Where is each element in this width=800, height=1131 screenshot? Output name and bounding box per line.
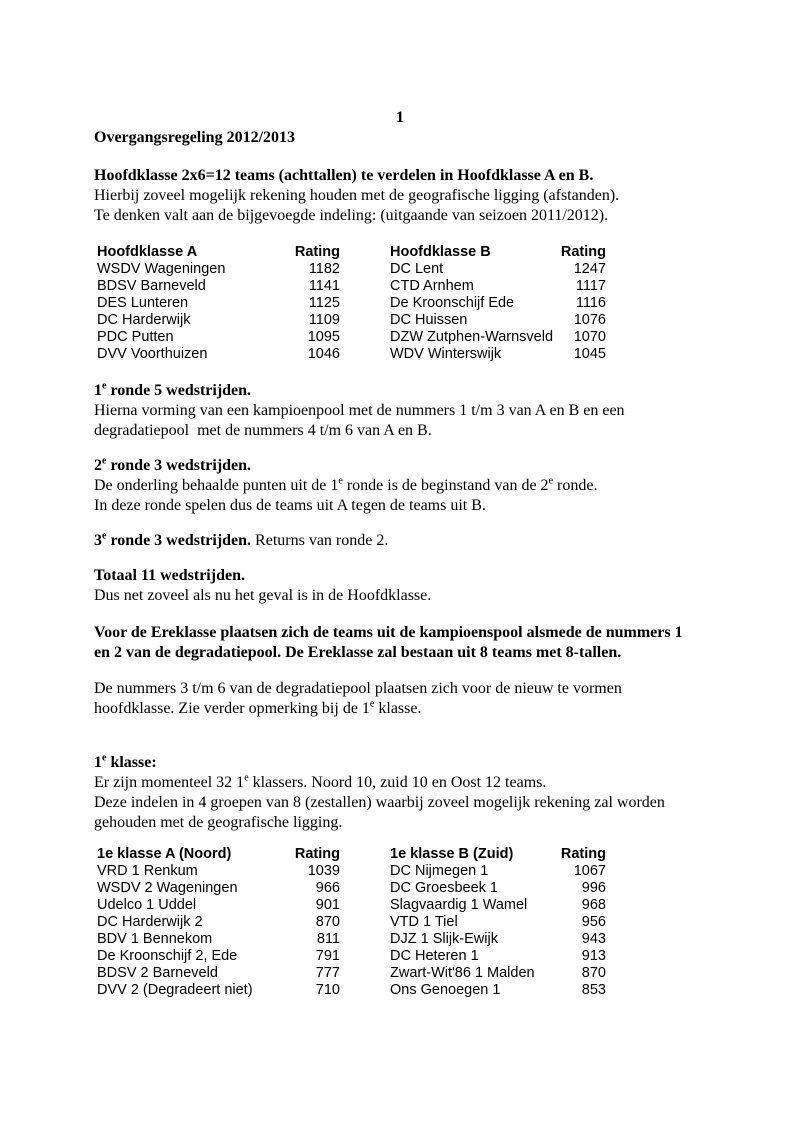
body-line: De nummers 3 t/m 6 van de degradatiepool plaatsen zich voor de nieuw te vormen (94, 680, 622, 697)
team-cell: DC Groesbeek 1 (390, 880, 498, 896)
team-cell: DES Lunteren (97, 295, 189, 311)
bold-paragraph-line: en 2 van de degradatiepool. De Ereklasse zal bestaan uit 8 teams met 8-tallen. (94, 644, 622, 661)
table-header-team: Hoofdklasse A (97, 244, 198, 260)
superscript-e: e (338, 475, 343, 487)
rating-cell: 1116 (575, 295, 606, 311)
table-header-rating: Rating (294, 244, 340, 260)
section-ereklasse (94, 623, 706, 663)
team-cell: VTD 1 Tiel (390, 914, 458, 930)
team-cell: De Kroonschijf Ede (390, 295, 515, 311)
table-row (390, 261, 606, 278)
team-cell: DJZ 1 Slijk-Ewijk (390, 931, 498, 947)
rating-cell: 1247 (573, 261, 606, 277)
intro-line-1: Hierbij zoveel mogelijk rekening houden met de geografische ligging (afstanden). (94, 187, 620, 204)
klasse1-a-table (97, 846, 340, 999)
rating-cell: 870 (581, 965, 606, 981)
table-row (97, 982, 340, 999)
table-row (390, 329, 606, 346)
section-ronde-1 (94, 381, 706, 441)
body-text: De onderling behaalde punten uit de 1 (94, 477, 339, 494)
rating-cell: 1095 (307, 329, 340, 345)
table-row (97, 346, 340, 363)
superscript-e: e (102, 752, 107, 764)
body-line: gehouden met de geografische ligging. (94, 814, 343, 831)
body-line (94, 699, 706, 719)
rating-cell: 870 (315, 914, 340, 930)
body-line: Dus net zoveel als nu het geval is in de Hoofdklasse. (94, 587, 432, 604)
rating-cell: 1039 (307, 863, 340, 879)
hoofdklasse-a-table (97, 244, 340, 363)
team-cell: Udelco 1 Uddel (97, 897, 197, 913)
table-row (97, 931, 340, 948)
team-cell: DVV Voorthuizen (97, 346, 208, 362)
table-row (97, 914, 340, 931)
table-row (97, 312, 340, 329)
body-text: ronde. (553, 477, 598, 494)
team-cell: WDV Winterswijk (390, 346, 502, 362)
rating-cell: 811 (316, 931, 340, 947)
body-line: degradatiepool met de nummers 4 t/m 6 van A en B. (94, 422, 432, 439)
superscript-e: e (102, 380, 107, 392)
team-cell: BDSV 2 Barneveld (97, 965, 218, 981)
rating-cell: 1117 (575, 278, 606, 294)
table-header-row (390, 846, 606, 863)
team-cell: De Kroonschijf 2, Ede (97, 948, 238, 964)
klasse1-b-table (390, 846, 606, 999)
table-header-row (97, 244, 340, 261)
table-header-team: 1e klasse A (Noord) (97, 846, 232, 862)
table-header-row (97, 846, 340, 863)
rating-cell: 1141 (308, 278, 340, 294)
rating-cell: 966 (315, 880, 340, 896)
table-header-rating: Rating (294, 846, 340, 862)
team-cell: BDV 1 Bennekom (97, 931, 213, 947)
section-degradatiepool (94, 679, 706, 719)
team-cell: PDC Putten (97, 329, 174, 345)
superscript-e: e (244, 772, 249, 784)
section-heading-ronde-2 (94, 456, 706, 476)
table-header-row (390, 244, 606, 261)
section-heading-ronde-1 (94, 381, 706, 401)
section-heading-ronde-3 (94, 531, 706, 551)
body-line: Deze indelen in 4 groepen van 8 (zestallen) waarbij zoveel mogelijk rekening zal worden (94, 794, 665, 811)
team-cell: WSDV 2 Wageningen (97, 880, 238, 896)
team-cell: DC Huissen (390, 312, 468, 328)
table-row (390, 948, 606, 965)
heading-text: klasse: (106, 754, 157, 771)
table-row (390, 863, 606, 880)
rating-cell: 853 (581, 982, 606, 998)
superscript-e: e (548, 475, 554, 487)
heading-number: 3 (94, 532, 102, 549)
team-cell: Ons Genoegen 1 (390, 982, 501, 998)
team-cell: Zwart-Wit'86 1 Malden (390, 965, 535, 981)
klasse1-tables (97, 846, 706, 999)
heading-number: 1 (94, 754, 102, 771)
body-text: hoofdklasse. Zie verder opmerking bij de 1 (94, 700, 370, 717)
document-title: Overgangsregeling 2012/2013 (94, 129, 296, 146)
rating-cell: 968 (581, 897, 606, 913)
rating-cell: 1046 (307, 346, 340, 362)
table-row (390, 346, 606, 363)
table-row (97, 278, 340, 295)
team-cell: DC Heteren 1 (390, 948, 479, 964)
heading-text: ronde 3 wedstrijden. (106, 532, 252, 549)
rating-cell: 1070 (573, 329, 606, 345)
section-heading-1e-klasse (94, 753, 706, 773)
intro-line-2: Te denken valt aan de bijgevoegde indeling: (uitgaande van seizoen 2011/2012). (94, 207, 609, 224)
hoofdklasse-b-table (390, 244, 606, 363)
rating-cell: 1109 (308, 312, 340, 328)
team-cell: DC Nijmegen 1 (390, 863, 489, 879)
rating-cell: 1045 (573, 346, 606, 362)
body-text: klassers. Noord 10, zuid 10 en Oost 12 teams. (248, 774, 547, 791)
rating-cell: 913 (581, 948, 606, 964)
intro-section (94, 166, 706, 226)
body-text: ronde is de beginstand van de 2 (342, 477, 549, 494)
section-1e-klasse (94, 753, 706, 833)
rating-cell: 1182 (308, 261, 340, 277)
section-ronde-2 (94, 456, 706, 516)
body-line (94, 773, 706, 793)
table-row (97, 948, 340, 965)
team-cell: DVV 2 (Degradeert niet) (97, 982, 253, 998)
table-row (390, 278, 606, 295)
bold-paragraph-line: Voor de Ereklasse plaatsen zich de teams uit de kampioenspool alsmede de nummers 1 (94, 624, 683, 641)
rating-cell: 956 (581, 914, 606, 930)
team-cell: DZW Zutphen-Warnsveld (390, 329, 554, 345)
table-row (390, 295, 606, 312)
table-row (390, 914, 606, 931)
table-header-rating: Rating (560, 846, 606, 862)
body-text: klasse. (374, 700, 422, 717)
section-ronde-3 (94, 531, 706, 551)
team-cell: Slagvaardig 1 Wamel (390, 897, 528, 913)
table-row (97, 897, 340, 914)
table-header-team: 1e klasse B (Zuid) (390, 846, 514, 862)
rating-cell: 901 (315, 897, 340, 913)
team-cell: BDSV Barneveld (97, 278, 206, 294)
table-row (390, 982, 606, 999)
team-cell: DC Harderwijk (97, 312, 191, 328)
table-row (97, 329, 340, 346)
heading-text: ronde 3 wedstrijden. (106, 457, 252, 474)
team-cell: WSDV Wageningen (97, 261, 226, 277)
rating-cell: 1067 (573, 863, 606, 879)
team-cell: DC Harderwijk 2 (97, 914, 203, 930)
body-line: In deze ronde spelen dus de teams uit A tegen de teams uit B. (94, 497, 486, 514)
rating-cell: 943 (581, 931, 606, 947)
superscript-e: e (102, 455, 107, 467)
table-row (97, 295, 340, 312)
table-header-rating: Rating (560, 244, 606, 260)
body-text: Er zijn momenteel 32 1 (94, 774, 245, 791)
heading-number: 2 (94, 457, 102, 474)
rating-cell: 777 (315, 965, 340, 981)
rating-cell: 791 (315, 948, 340, 964)
table-row (97, 965, 340, 982)
heading-bold-part (94, 532, 251, 549)
section-heading-totaal: Totaal 11 wedstrijden. (94, 567, 245, 584)
body-line (94, 476, 706, 496)
team-cell: DC Lent (390, 261, 444, 277)
table-header-team: Hoofdklasse B (390, 244, 491, 260)
hoofdklasse-tables (97, 244, 706, 363)
table-row (390, 931, 606, 948)
heading-tail-text: Returns van ronde 2. (251, 532, 389, 549)
table-row (390, 965, 606, 982)
table-row (97, 880, 340, 897)
table-row (390, 880, 606, 897)
table-row (97, 863, 340, 880)
heading-number: 1 (94, 382, 102, 399)
rating-cell: 710 (315, 982, 340, 998)
team-cell: CTD Arnhem (390, 278, 474, 294)
superscript-e: e (102, 530, 107, 542)
intro-heading: Hoofdklasse 2x6=12 teams (achttallen) te verdelen in Hoofdklasse A en B. (94, 167, 594, 184)
table-row (390, 312, 606, 329)
table-row (390, 897, 606, 914)
rating-cell: 996 (581, 880, 606, 896)
section-totaal (94, 566, 706, 606)
rating-cell: 1125 (308, 295, 340, 311)
page-number: 1 (396, 109, 404, 126)
rating-cell: 1076 (573, 312, 606, 328)
table-row (97, 261, 340, 278)
body-line: Hierna vorming van een kampioenpool met de nummers 1 t/m 3 van A en B en een (94, 402, 625, 419)
superscript-e: e (369, 698, 375, 710)
heading-text: ronde 5 wedstrijden. (106, 382, 252, 399)
team-cell: VRD 1 Renkum (97, 863, 198, 879)
